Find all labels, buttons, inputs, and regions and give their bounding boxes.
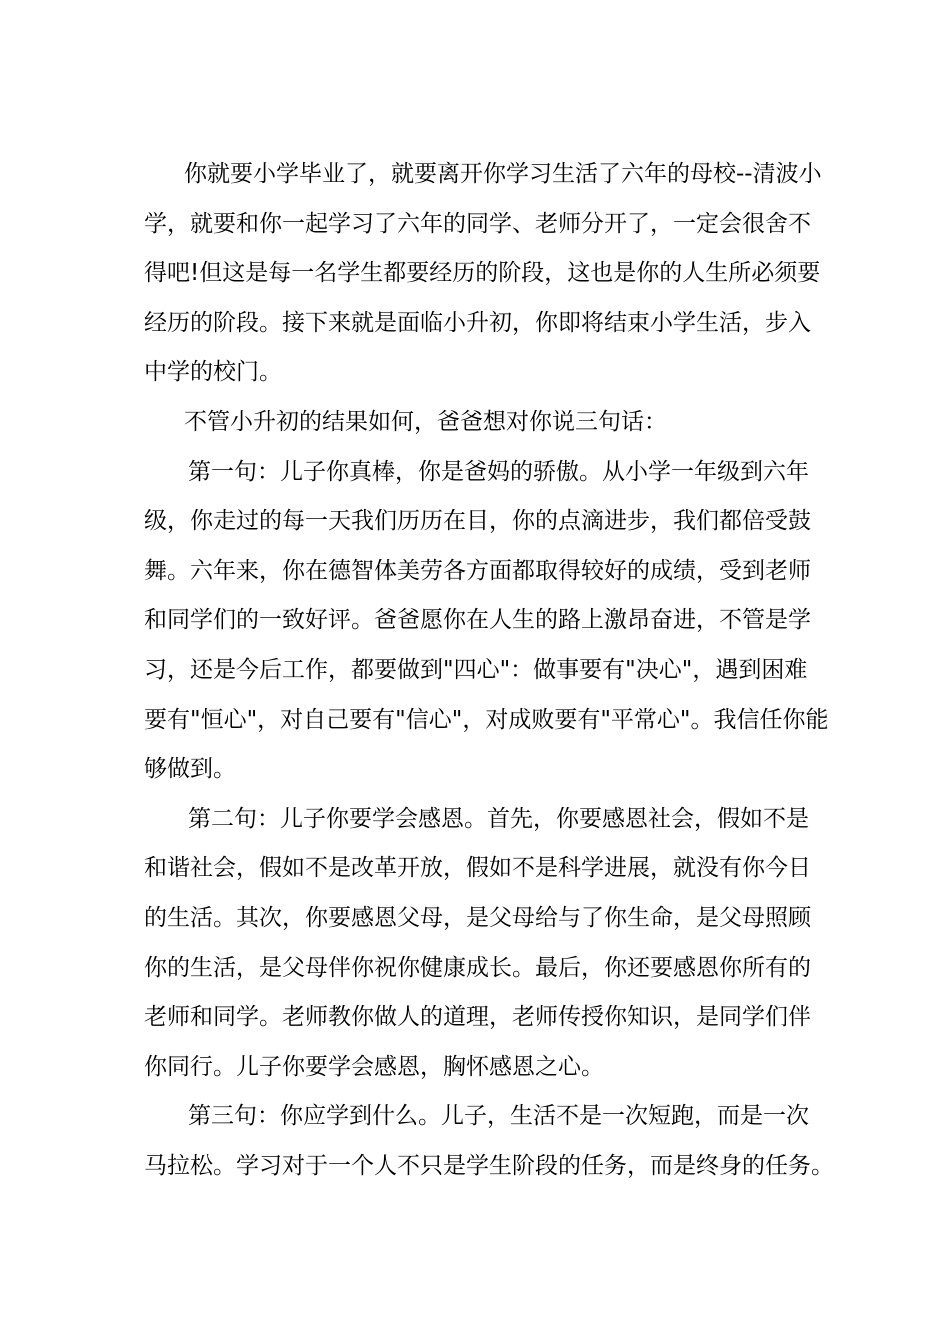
paragraph-3-line-3: 舞。六年来，你在德智体美劳各方面都取得较好的成绩，受到老师 — [144, 557, 811, 584]
paragraph-4-line-3: 的生活。其次，你要感恩父母，是父母给与了你生命，是父母照顾 — [144, 904, 811, 931]
body-text — [144, 150, 834, 1191]
paragraph-3-line-5: 习，还是今后工作，都要做到"四心"：做事要有"决心"，遇到困难 — [144, 656, 808, 683]
paragraph-4-line-4: 你的生活，是父母伴你祝你健康成长。最后，你还要感恩你所有的 — [144, 954, 811, 981]
paragraph-4-line-1: 第二句：儿子你要学会感恩。首先，你要感恩社会，假如不是 — [188, 805, 809, 832]
paragraph-2-line-1: 不管小升初的结果如何，爸爸想对你说三句话： — [184, 408, 667, 435]
paragraph-1-line-5: 中学的校门。 — [144, 359, 282, 386]
paragraph-4-line-2: 和谐社会，假如不是改革开放，假如不是科学进展，就没有你今日 — [144, 855, 811, 882]
paragraph-1-line-2: 学，就要和你一起学习了六年的同学、老师分开了，一定会很舍不 — [144, 210, 811, 237]
paragraph-1-line-1: 你就要小学毕业了，就要离开你学习生活了六年的母校--清波小 — [184, 161, 822, 187]
paragraph-1-line-3: 得吧!但这是每一名学生都要经历的阶段，这也是你的人生所必须要 — [144, 260, 821, 287]
paragraph-1-line-4: 经历的阶段。接下来就是面临小升初，你即将结束小学生活，步入 — [144, 309, 811, 336]
paragraph-3-line-4: 和同学们的一致好评。爸爸愿你在人生的路上激昂奋进，不管是学 — [144, 607, 811, 634]
paragraph-5-line-1: 第三句：你应学到什么。儿子，生活不是一次短跑，而是一次 — [188, 1103, 809, 1130]
paragraph-5-line-2: 马拉松。学习对于一个人不只是学生阶段的任务，而是终身的任务。 — [144, 1152, 834, 1179]
paragraph-3-line-7: 够做到。 — [144, 756, 236, 783]
paragraph-3-line-1: 第一句：儿子你真棒，你是爸妈的骄傲。从小学一年级到六年 — [188, 458, 809, 485]
paragraph-4-line-6: 你同行。儿子你要学会感恩，胸怀感恩之心。 — [144, 1053, 604, 1080]
paragraph-3-line-2: 级，你走过的每一天我们历历在目，你的点滴进步，我们都倍受鼓 — [144, 508, 811, 535]
paragraph-4-line-5: 老师和同学。老师教你做人的道理，老师传授你知识，是同学们伴 — [144, 1004, 811, 1031]
paragraph-3-line-6: 要有"恒心"，对自己要有"信心"，对成败要有"平常心"。我信任你能 — [144, 706, 829, 733]
